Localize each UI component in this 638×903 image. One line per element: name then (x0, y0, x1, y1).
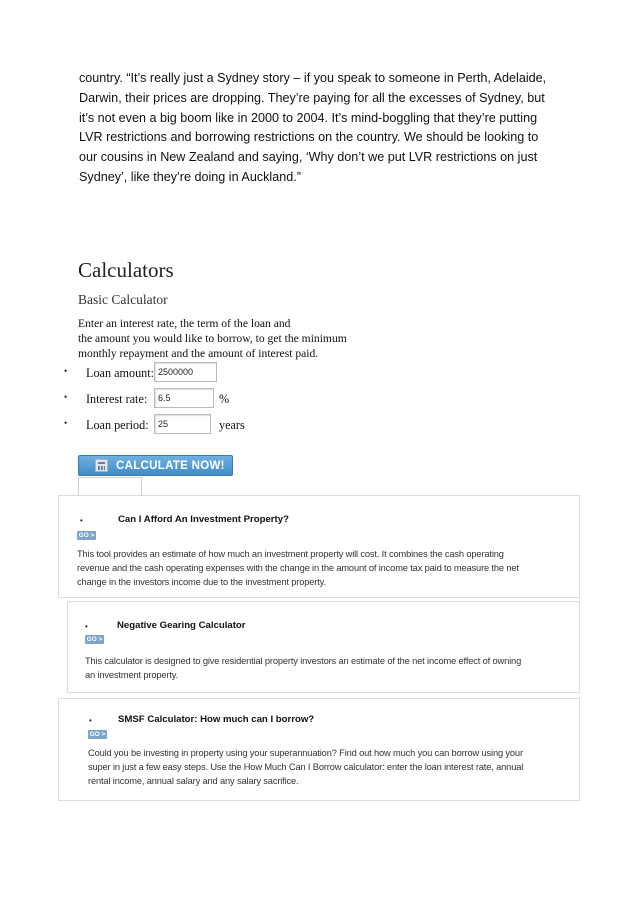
smsf-calculator-card (58, 698, 580, 801)
years-unit: years (219, 418, 245, 432)
bullet-icon: • (64, 392, 68, 402)
card-description (88, 746, 523, 788)
percent-unit: % (219, 392, 230, 406)
card-title-link[interactable]: Negative Gearing Calculator (117, 620, 246, 631)
bullet-icon: • (80, 516, 83, 525)
quote-line: our cousins in New Zealand and saying, ‘Why don’t we put LVR restrictions on just (79, 150, 538, 165)
intro-line: Enter an interest rate, the term of the loan and (78, 317, 291, 330)
card-text-line: This tool provides an estimate of how much an investment property will cost. It combines the cash operating (77, 549, 504, 559)
calculate-now-label: CALCULATE NOW! (116, 459, 225, 472)
article-quote (79, 69, 579, 188)
bullet-icon: • (85, 622, 88, 631)
intro-line: the amount you would like to borrow, to get the minimum (78, 332, 347, 345)
card-text-line: an investment property. (85, 670, 179, 680)
go-button[interactable]: GO > (86, 636, 103, 643)
quote-line: Sydney’, like they’re doing in Auckland.” (79, 169, 301, 184)
card-text-line: This calculator is designed to give residential property investors an estimate of the net income effect of owning (85, 656, 522, 666)
loan-period-label: Loan period: (86, 418, 149, 432)
card-text-line: rental income, annual salary and any salary sacrifice. (88, 776, 299, 786)
calculator-icon (95, 459, 108, 472)
calculator-intro (78, 316, 388, 361)
bullet-icon: • (64, 418, 68, 428)
quote-line: country. “It’s really just a Sydney story – if you speak to someone in Perth, Adelaide, (79, 71, 547, 85)
card-description (85, 654, 521, 682)
loan-amount-label: Loan amount: (86, 366, 155, 380)
card-title-link[interactable]: SMSF Calculator: How much can I borrow? (118, 714, 315, 725)
bullet-icon: • (89, 716, 92, 725)
card-text-line: Could you be investing in property using your superannuation? Find out how much you can borrow using your (88, 748, 523, 758)
card-text-line: change in the investors income due to the investment property. (77, 577, 326, 587)
card-text-line: super in just a few easy steps. Use the How Much Can I Borrow calculator: enter the loan interest rate, annual (88, 762, 524, 772)
interest-rate-label: Interest rate: (86, 392, 148, 406)
card-text-line: revenue and the cash operating expenses with the change in the amount of income tax paid to measure the net (77, 563, 519, 573)
go-button[interactable]: GO > (78, 532, 95, 539)
basic-calculator-subheading: Basic Calculator (78, 292, 168, 307)
card-title-link[interactable]: Can I Afford An Investment Property? (118, 514, 289, 525)
go-button[interactable]: GO > (89, 731, 106, 738)
bullet-icon: • (64, 366, 68, 376)
card-description (77, 547, 519, 589)
calculate-now-button[interactable] (78, 455, 233, 476)
loan-amount-input[interactable] (154, 362, 217, 382)
loan-period-input[interactable] (154, 414, 211, 434)
afford-investment-card (58, 495, 580, 598)
interest-rate-input[interactable] (154, 388, 214, 408)
quote-line: Darwin, their prices are dropping. They’re paying for all the excesses of Sydney, but (79, 90, 545, 105)
negative-gearing-card (67, 601, 580, 693)
quote-line: LVR restrictions and borrowing restrictions on the country. We should be looking to (79, 130, 539, 145)
result-box (78, 477, 142, 495)
calculators-heading: Calculators (78, 258, 174, 282)
intro-line: monthly repayment and the amount of interest paid. (78, 347, 319, 360)
quote-line: it’s not even a big boom like in 2000 to 2004. It’s mind-boggling that they’re putting (79, 110, 538, 125)
